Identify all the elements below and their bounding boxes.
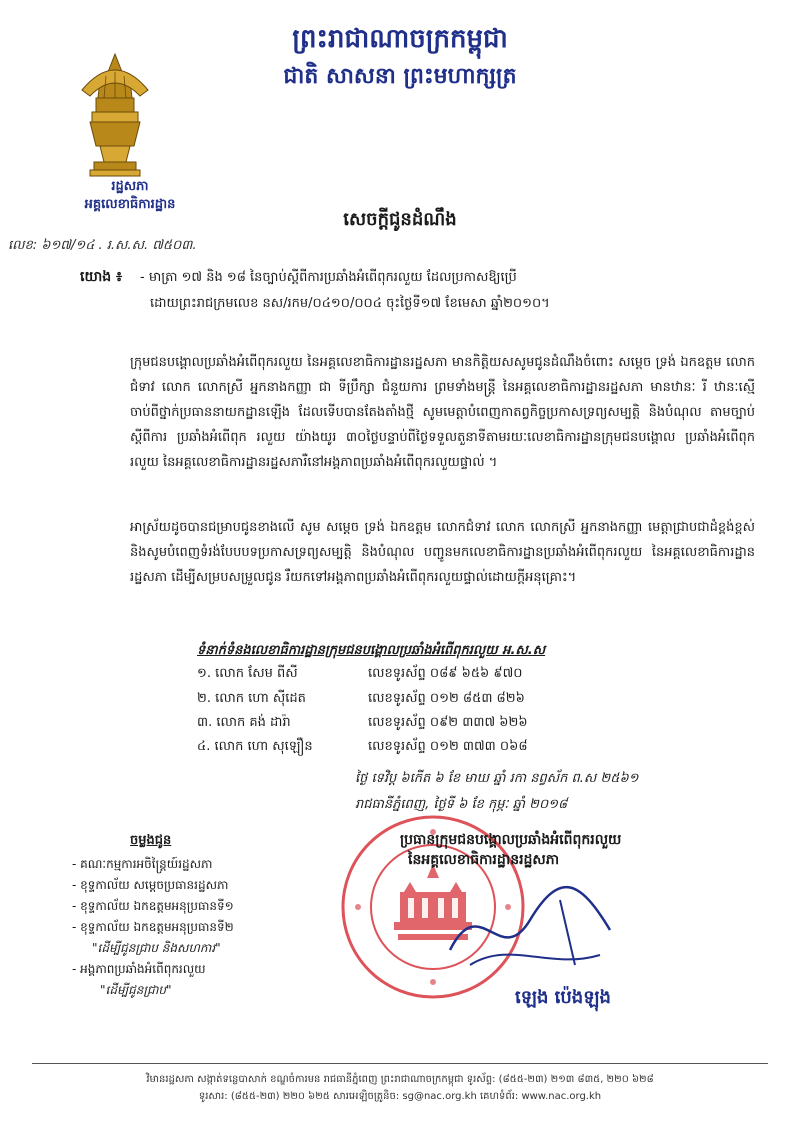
handwritten-signature-icon <box>440 870 620 980</box>
ministry-line1: រដ្ឋសភា <box>111 179 149 194</box>
lunar-date: ថ្ងៃ ទេវិប្ត ៦កើត ៦ ខែ មាឃ ឆ្នាំ រកា នព្វស័ក ព.ស ២៥៦១ <box>355 771 639 786</box>
ministry-line2: អគ្គលេខាធិការដ្ឋាន <box>84 197 176 212</box>
footer-address: វិមានរដ្ឋសភា សង្កាត់ទន្លេបាសាក់ ខណ្ឌចំការមន រាជធានីភ្នំពេញ ព្រះរាជាណាចក្រកម្ពុជា ទូរស័ព្ទ: (៨៥៥-២៣) ២១៣ ៨៣៥, ២២០ ៦២៨ <box>146 1074 654 1085</box>
cc-item: - អង្គភាពប្រឆាំងអំពើពុករលួយ <box>72 962 206 976</box>
solar-date: រាជធានីភ្នំពេញ, ថ្ងៃទី ៦ ខែ កុម្ភៈ ឆ្នាំ ២០១៨ <box>355 797 568 812</box>
document-title: សេចក្តីជូនដំណឹង <box>343 209 457 230</box>
signatory-title-line2: នៃអគ្គលេខាធិការដ្ឋានរដ្ឋសភា <box>408 852 560 868</box>
contact-phone: លេខទូរស័ព្ទ ០១២ ៣៧៣ ០៦៨ <box>368 739 528 754</box>
reference-number: លេខ: ៦១៧/១៤ . រ.ស.ស. ៧៥០៣. <box>8 238 197 253</box>
cc-item: - គណៈកម្មការអចិន្ត្រៃយ៍រដ្ឋសភា <box>72 857 213 871</box>
contact-phone: លេខទូរស័ព្ទ ០៩២ ៣៣៧ ៦២៦ <box>368 715 528 730</box>
signatory-title-line1: ប្រធានក្រុមជនបង្គោលប្រឆាំងអំពើពុករលួយ <box>400 832 622 848</box>
cc-title: ចម្លងជូន <box>130 833 172 848</box>
paragraph-1: ក្រុមជនបង្គោលប្រឆាំងអំពើពុករលួយ នៃអគ្គលេខាធិការដ្ឋានរដ្ឋសភា មានកិត្តិយសសូមជូនដំណឹងចំពោះ សម្តេច ទ្រង់ ឯកឧត្តម លោកជំទាវ លោក លោកស្រី អ្នកនាងកញ្ញា ជា ទីប្រឹក្សា ជំនួយការ ព្រមទាំងមន្ត្រី នៃអគ្គលេខាធិការដ្ឋានរដ្ឋសភា មានឋានៈ រី ឋានៈស្មើ ចាប់ពីថ្នាក់ប្រធាននាយកដ្ឋានឡើង ដែលទើបបានតែងតាំងថ្មី សូមមេត្តាបំពេញកាតព្វកិច្ចប្រកាសទ្រព្យសម្បត្តិ និងបំណុល តាមច្បាប់ស្តីពីការ ប្រឆាំងអំពើពុក រលួយ យ៉ាងយូរ ៣០ថ្ងៃបន្ទាប់ពីថ្ងៃទទួលតួនាទីតាមរយៈលេខាធិការដ្ឋានក្រុមជនបង្គោល ប្រឆាំងអំពើពុករលួយ នៃអគ្គលេខាធិការដ្ឋានរដ្ឋសភារឺនៅអង្គភាពប្រឆាំងអំពើពុករលួយផ្ទាល់ ។ <box>130 355 755 470</box>
contact-phone: លេខទូរស័ព្ទ ០១២ ៨៥៣ ៨២៦ <box>368 691 525 706</box>
cc-note: "ដើម្បីជូនជ្រាប និងសហការ" <box>92 941 221 955</box>
cc-note: "ដើម្បីជូនជ្រាប" <box>100 983 172 997</box>
footer-divider <box>32 1063 768 1064</box>
cc-item: - ខុទ្ទកាល័យ ឯកឧត្តមអនុប្រធានទី២ <box>72 920 234 934</box>
reference-line1: - មាត្រា ១៧ និង ១៨ នៃច្បាប់ស្តីពីការប្រឆាំងអំពើពុករលួយ ដែលប្រកាសឱ្យប្រើ <box>140 270 517 285</box>
paragraph-2: អាស្រ័យដូចបានជម្រាបជូនខាងលើ សូម សម្តេច ទ្រង់ ឯកឧត្តម លោកជំទាវ លោក លោកស្រី អ្នកនាងកញ្ញា មេត្តាជ្រាបជាដំខ្ពង់ខ្ពស់ និងសូមបំពេញទំរង់បែបបទប្រកាសទ្រព្យសម្បត្តិ និងបំណុល បញ្ជូនមកលេខាធិការដ្ឋានប្រឆាំងអំពើពុករលួយ នៃអគ្គលេខាធិការដ្ឋានរដ្ឋសភា ដើម្បីសម្របសម្រួលជូន រឺយកទៅអង្គភាពប្រឆាំងអំពើពុករលួយផ្ទាល់ដោយក្តីអនុគ្រោះ។ <box>130 520 755 585</box>
contact-name: ២. លោក ហោ ស៊ីដេត <box>197 691 306 706</box>
contact-name: ៤. លោក ហោ សុឡឿន <box>197 739 313 754</box>
signatory-title <box>400 830 621 870</box>
reference-label: យោង ៖ <box>80 269 123 285</box>
cc-item: - ខុទ្ទកាល័យ សម្តេចប្រធានរដ្ឋសភា <box>72 878 229 892</box>
contact-name: ៣. លោក គង់ ដារ៉ា <box>197 715 291 730</box>
kingdom-heading: ព្រះរាជាណាចក្រកម្ពុជា <box>292 24 508 54</box>
footer-contact: ទូរសារ: (៨៥៥-២៣) ២២០ ៦២៥ សារអេឡិចត្រូនិច: sg@nac.org.kh គេហទំព័រ: www.nac.org.kh <box>198 1091 602 1102</box>
reference-text <box>140 265 760 317</box>
reference-line2: ដោយព្រះរាជក្រមលេខ នស/រកម/០៤១០/០០៤ ចុះថ្ងៃទី១៧ ខែមេសា ឆ្នាំ២០១០។ <box>150 296 550 311</box>
contact-phone: លេខទូរស័ព្ទ ០៨៩ ៦៥៦ ៩៧០ <box>368 666 523 681</box>
motto-heading: ជាតិ សាសនា ព្រះមហាក្សត្រ <box>283 64 517 89</box>
signatory-name: ឡេង ប៉េងឡុង <box>515 987 611 1008</box>
national-emblem-icon <box>70 50 160 180</box>
contacts-title: ទំនាក់ទំនងលេខាធិការដ្ឋានក្រុមជនបង្គោលប្រឆាំងអំពើពុករលួយ អ.ស.ស <box>197 643 546 658</box>
contact-name: ១. លោក សែម ពីសី <box>197 666 298 681</box>
cc-item: - ខុទ្ទកាល័យ ឯកឧត្តមអនុប្រធានទី១ <box>72 899 234 913</box>
